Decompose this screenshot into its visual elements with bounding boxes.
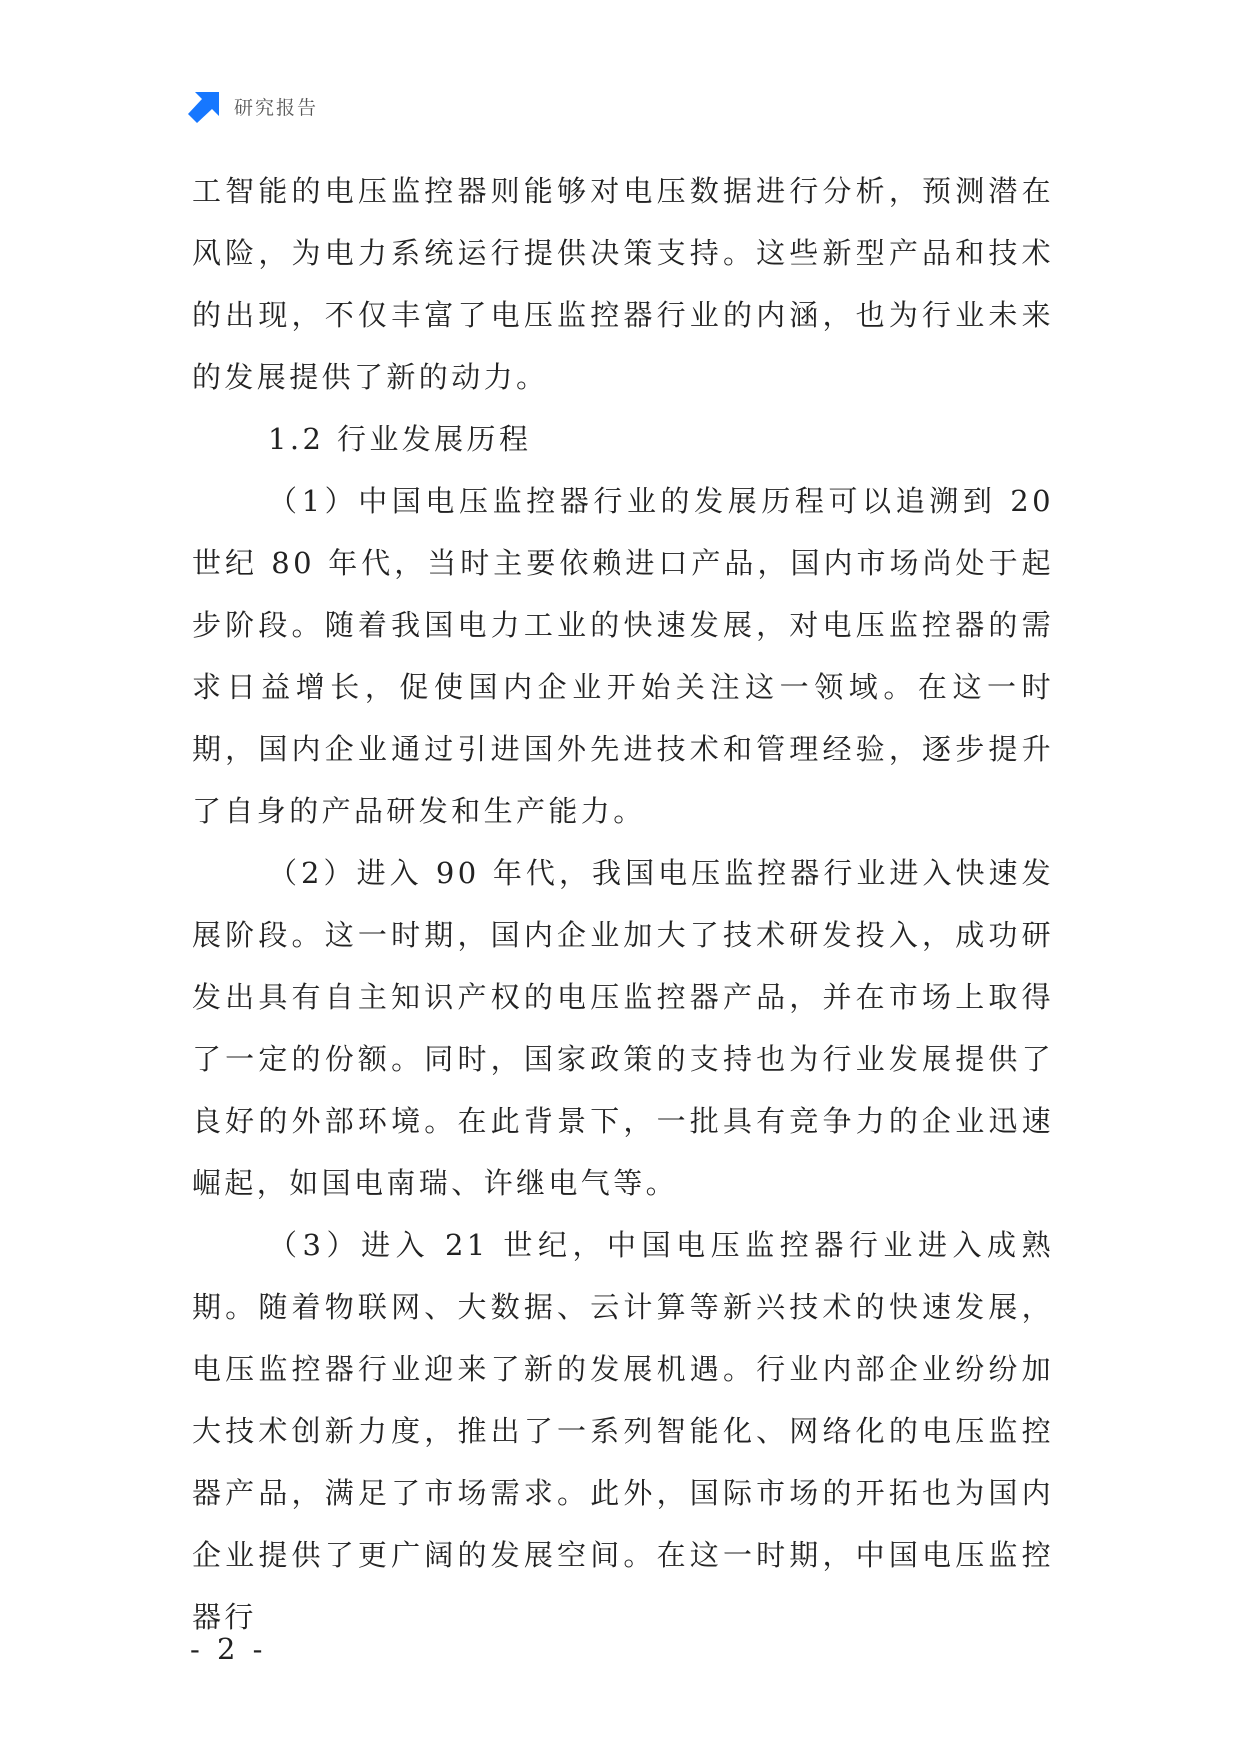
section-heading: 1.2 行业发展历程 [268, 422, 532, 456]
paragraph-2: （2）进入 90 年代，我国电压监控器行业进入快速发展阶段。这一时期，国内企业加大了技术研发投入，成功研发出具有自主知识产权的电压监控器产品，并在市场上取得了一定的份额。同时，国家政策的支持也为行业发展提供了良好的外部环境。在此背景下，一批具有竞争力的企业迅速崛起，如国电南瑞、许继电气等。 [192, 856, 1054, 1200]
header-title: 研究报告 [234, 96, 319, 119]
page-number: - 2 - [190, 1632, 267, 1666]
paragraph-3: （3）进入 21 世纪，中国电压监控器行业进入成熟期。随着物联网、大数据、云计算等新兴技术的快速发展，电压监控器行业迎来了新的发展机遇。行业内部企业纷纷加大技术创新力度，推出了一系列智能化、网络化的电压监控器产品，满足了市场需求。此外，国际市场的开拓也为国内企业提供了更广阔的发展空间。在这一时期，中国电压监控器行 [192, 1228, 1054, 1634]
paragraph-1: （1）中国电压监控器行业的发展历程可以追溯到 20 世纪 80 年代，当时主要依赖进口产品，国内市场尚处于起步阶段。随着我国电力工业的快速发展，对电压监控器的需求日益增长，促使国内企业开始关注这一领域。在这一时期，国内企业通过引进国外先进技术和管理经验，逐步提升了自身的产品研发和生产能力。 [192, 484, 1054, 828]
page-header [188, 88, 318, 124]
arrow-logo-icon [188, 89, 222, 123]
document-body [192, 160, 1054, 1648]
paragraph-continued: 工智能的电压监控器则能够对电压数据进行分析，预测潜在风险，为电力系统运行提供决策支持。这些新型产品和技术的出现，不仅丰富了电压监控器行业的内涵，也为行业未来的发展提供了新的动力。 [192, 174, 1054, 394]
